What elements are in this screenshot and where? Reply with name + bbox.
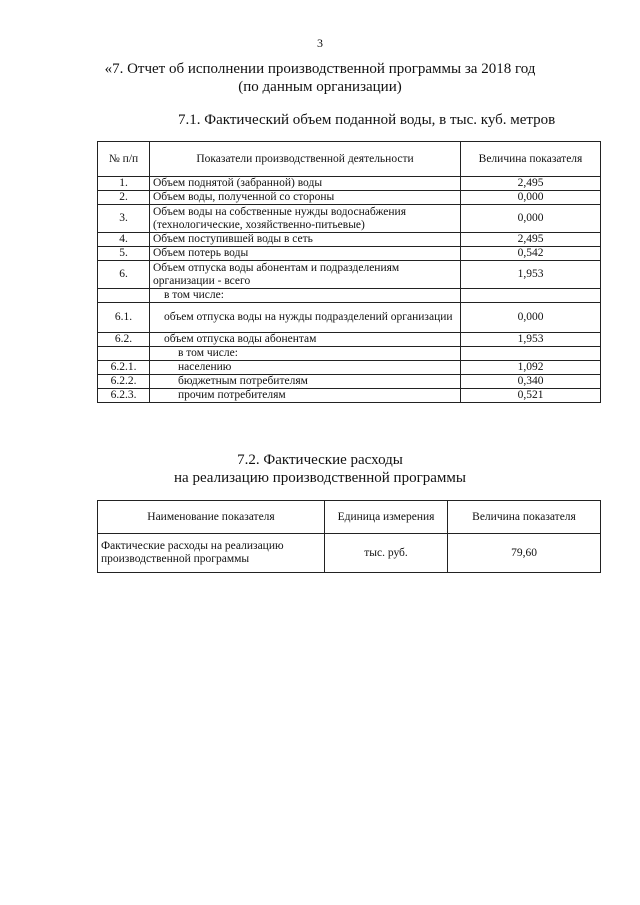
- table-header-row: [98, 501, 601, 534]
- row-value: 0,000: [461, 205, 601, 233]
- header-value: Величина показателя: [461, 142, 601, 177]
- row-value: 0,340: [461, 375, 601, 389]
- row-name: Объем отпуска воды абонентам и подразделениям организации - всего: [150, 261, 461, 289]
- table-row: [98, 347, 601, 361]
- row-num: [98, 347, 150, 361]
- row-value: [461, 289, 601, 303]
- row-num: 5.: [98, 247, 150, 261]
- header-name: Наименование показателя: [98, 501, 325, 534]
- table-row: [98, 261, 601, 289]
- table-row: [98, 191, 601, 205]
- row-name: Фактические расходы на реализацию производственной программы: [98, 534, 325, 573]
- row-name: населению: [150, 361, 461, 375]
- table-header-row: [98, 142, 601, 177]
- row-name: прочим потребителям: [150, 389, 461, 403]
- row-num: [98, 289, 150, 303]
- row-num: 2.: [98, 191, 150, 205]
- section-7-2-subtitle: на реализацию производственной программы: [174, 470, 466, 486]
- water-volume-table: [97, 141, 601, 403]
- row-num: 6.2.3.: [98, 389, 150, 403]
- row-num: 6.2.: [98, 333, 150, 347]
- table-row: [98, 247, 601, 261]
- row-name: Объем потерь воды: [150, 247, 461, 261]
- row-value: 2,495: [461, 177, 601, 191]
- expenses-table: [97, 500, 601, 573]
- row-num: 3.: [98, 205, 150, 233]
- report-subtitle: (по данным организации): [238, 79, 402, 95]
- header-unit: Единица измерения: [325, 501, 448, 534]
- row-num: 1.: [98, 177, 150, 191]
- row-name: бюджетным потребителям: [150, 375, 461, 389]
- row-name: Объем воды на собственные нужды водоснабжения (технологические, хозяйственно-питьевые): [150, 205, 461, 233]
- table-row: [98, 534, 601, 573]
- row-name: в том числе:: [150, 289, 461, 303]
- row-name: объем отпуска воды на нужды подразделений организации: [150, 303, 461, 333]
- row-value: 1,092: [461, 361, 601, 375]
- section-7-1-title: 7.1. Фактический объем поданной воды, в тыс. куб. метров: [178, 112, 556, 128]
- table-row: [98, 233, 601, 247]
- row-num: 6.2.1.: [98, 361, 150, 375]
- row-value: 0,000: [461, 191, 601, 205]
- row-value: 1,953: [461, 333, 601, 347]
- section-7-2-title: 7.2. Фактические расходы: [237, 452, 403, 468]
- row-name: Объем поднятой (забранной) воды: [150, 177, 461, 191]
- table-row: [98, 361, 601, 375]
- row-unit: тыс. руб.: [325, 534, 448, 573]
- report-title: «7. Отчет об исполнении производственной программы за 2018 год: [104, 61, 536, 77]
- table-row: [98, 389, 601, 403]
- row-name: Объем поступившей воды в сеть: [150, 233, 461, 247]
- row-value: 2,495: [461, 233, 601, 247]
- table-row: [98, 289, 601, 303]
- row-num: 6.: [98, 261, 150, 289]
- header-num: № п/п: [98, 142, 150, 177]
- row-value: 0,000: [461, 303, 601, 333]
- row-value: 0,521: [461, 389, 601, 403]
- row-num: 6.1.: [98, 303, 150, 333]
- header-indicator: Показатели производственной деятельности: [150, 142, 461, 177]
- row-name: объем отпуска воды абонентам: [150, 333, 461, 347]
- table-row: [98, 375, 601, 389]
- row-value: [461, 347, 601, 361]
- row-name: в том числе:: [150, 347, 461, 361]
- row-num: 6.2.2.: [98, 375, 150, 389]
- table-row: [98, 333, 601, 347]
- page-number: 3: [317, 36, 323, 50]
- row-value: 1,953: [461, 261, 601, 289]
- row-name: Объем воды, полученной со стороны: [150, 191, 461, 205]
- table-row: [98, 303, 601, 333]
- row-value: 0,542: [461, 247, 601, 261]
- table-row: [98, 177, 601, 191]
- table-row: [98, 205, 601, 233]
- row-num: 4.: [98, 233, 150, 247]
- row-value: 79,60: [448, 534, 601, 573]
- header-value: Величина показателя: [448, 501, 601, 534]
